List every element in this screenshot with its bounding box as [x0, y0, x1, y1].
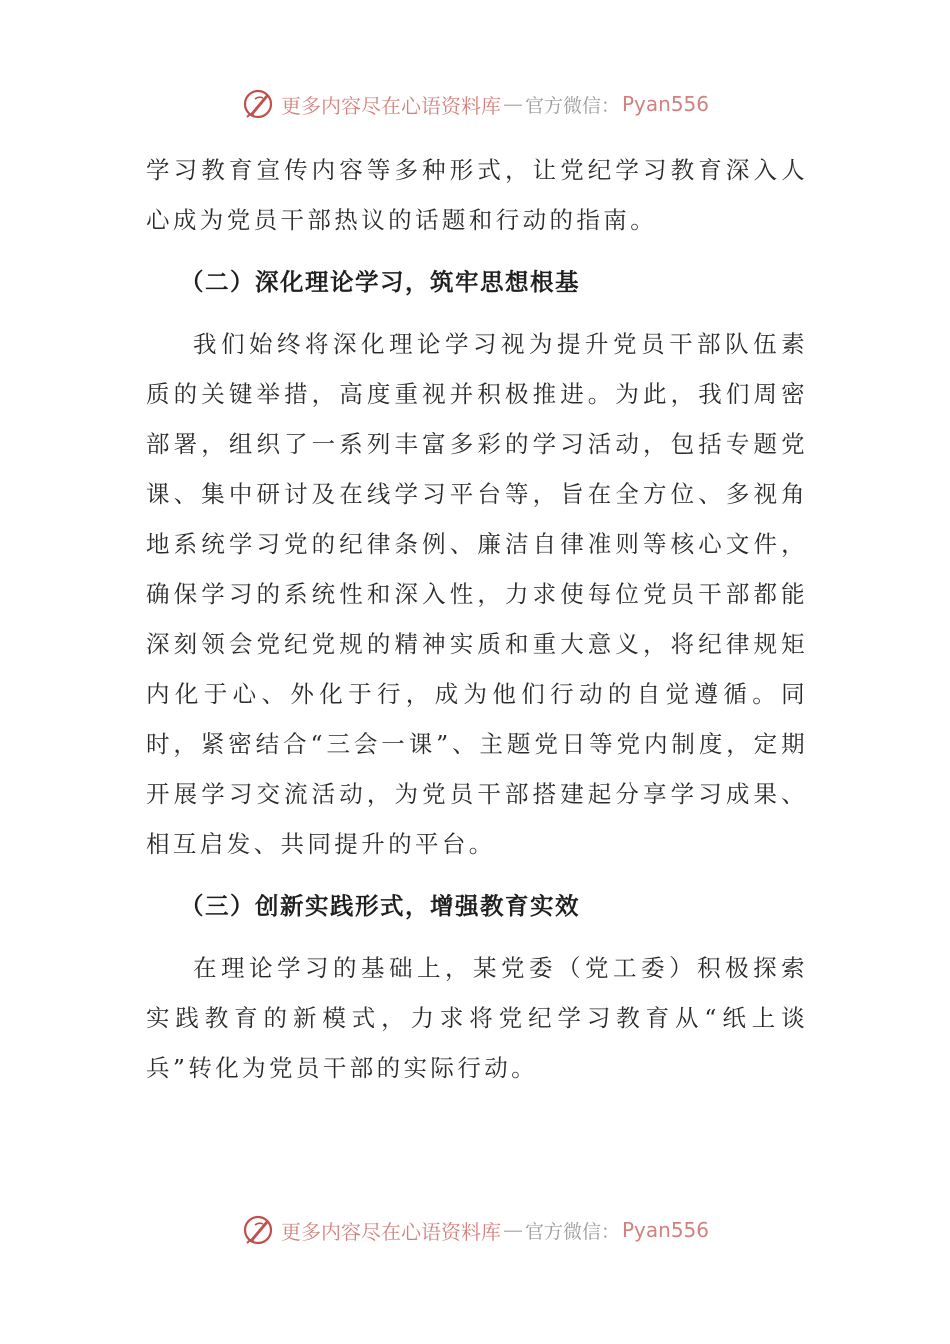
- banner-title: 更多内容尽在心语资料库: [280, 1219, 501, 1244]
- quill-pen-logo-icon: [241, 1213, 275, 1247]
- section-heading-2: （二）深化理论学习，筑牢思想根基: [180, 268, 580, 296]
- banner-wechat-id: Pyan556: [622, 1218, 710, 1242]
- header-banner: [0, 84, 950, 124]
- banner-title: 更多内容尽在心语资料库: [280, 93, 501, 118]
- section-heading-3: （三）创新实践形式，增强教育实效: [180, 892, 580, 920]
- footer-banner: [0, 1210, 950, 1250]
- banner-wechat-label: 官方微信：: [524, 94, 620, 117]
- paragraph-3: 在理论学习的基础上，某党委（党工委）积极探索实践教育的新模式，力求将党纪学习教育从“纸上谈兵”转化为党员干部的实际行动。: [146, 954, 808, 1082]
- banner-dash: —: [502, 1218, 523, 1242]
- banner-wechat-id: Pyan556: [622, 92, 710, 116]
- banner-wechat-label: 官方微信：: [524, 1220, 620, 1243]
- banner-dash: —: [502, 92, 523, 116]
- paragraph-2: 我们始终将深化理论学习视为提升党员干部队伍素质的关键举措，高度重视并积极推进。为此，我们周密部署，组织了一系列丰富多彩的学习活动，包括专题党课、集中研讨及在线学习平台等，旨在全方位、多视角地系统学习党的纪律条例、廉洁自律准则等核心文件，确保学习的系统性和深入性，力求使每位党员干部都能深刻领会党纪党规的精神实质和重大意义，将纪律规矩内化于心、外化于行，成为他们行动的自觉遵循。同时，紧密结合“三会一课”、主题党日等党内制度，定期开展学习交流活动，为党员干部搭建起分享学习成果、相互启发、共同提升的平台。: [146, 330, 808, 858]
- paragraph-1: 学习教育宣传内容等多种形式，让党纪学习教育深入人心成为党员干部热议的话题和行动的指南。: [146, 156, 808, 234]
- quill-pen-logo-icon: [241, 87, 275, 121]
- document-body: [146, 145, 808, 1093]
